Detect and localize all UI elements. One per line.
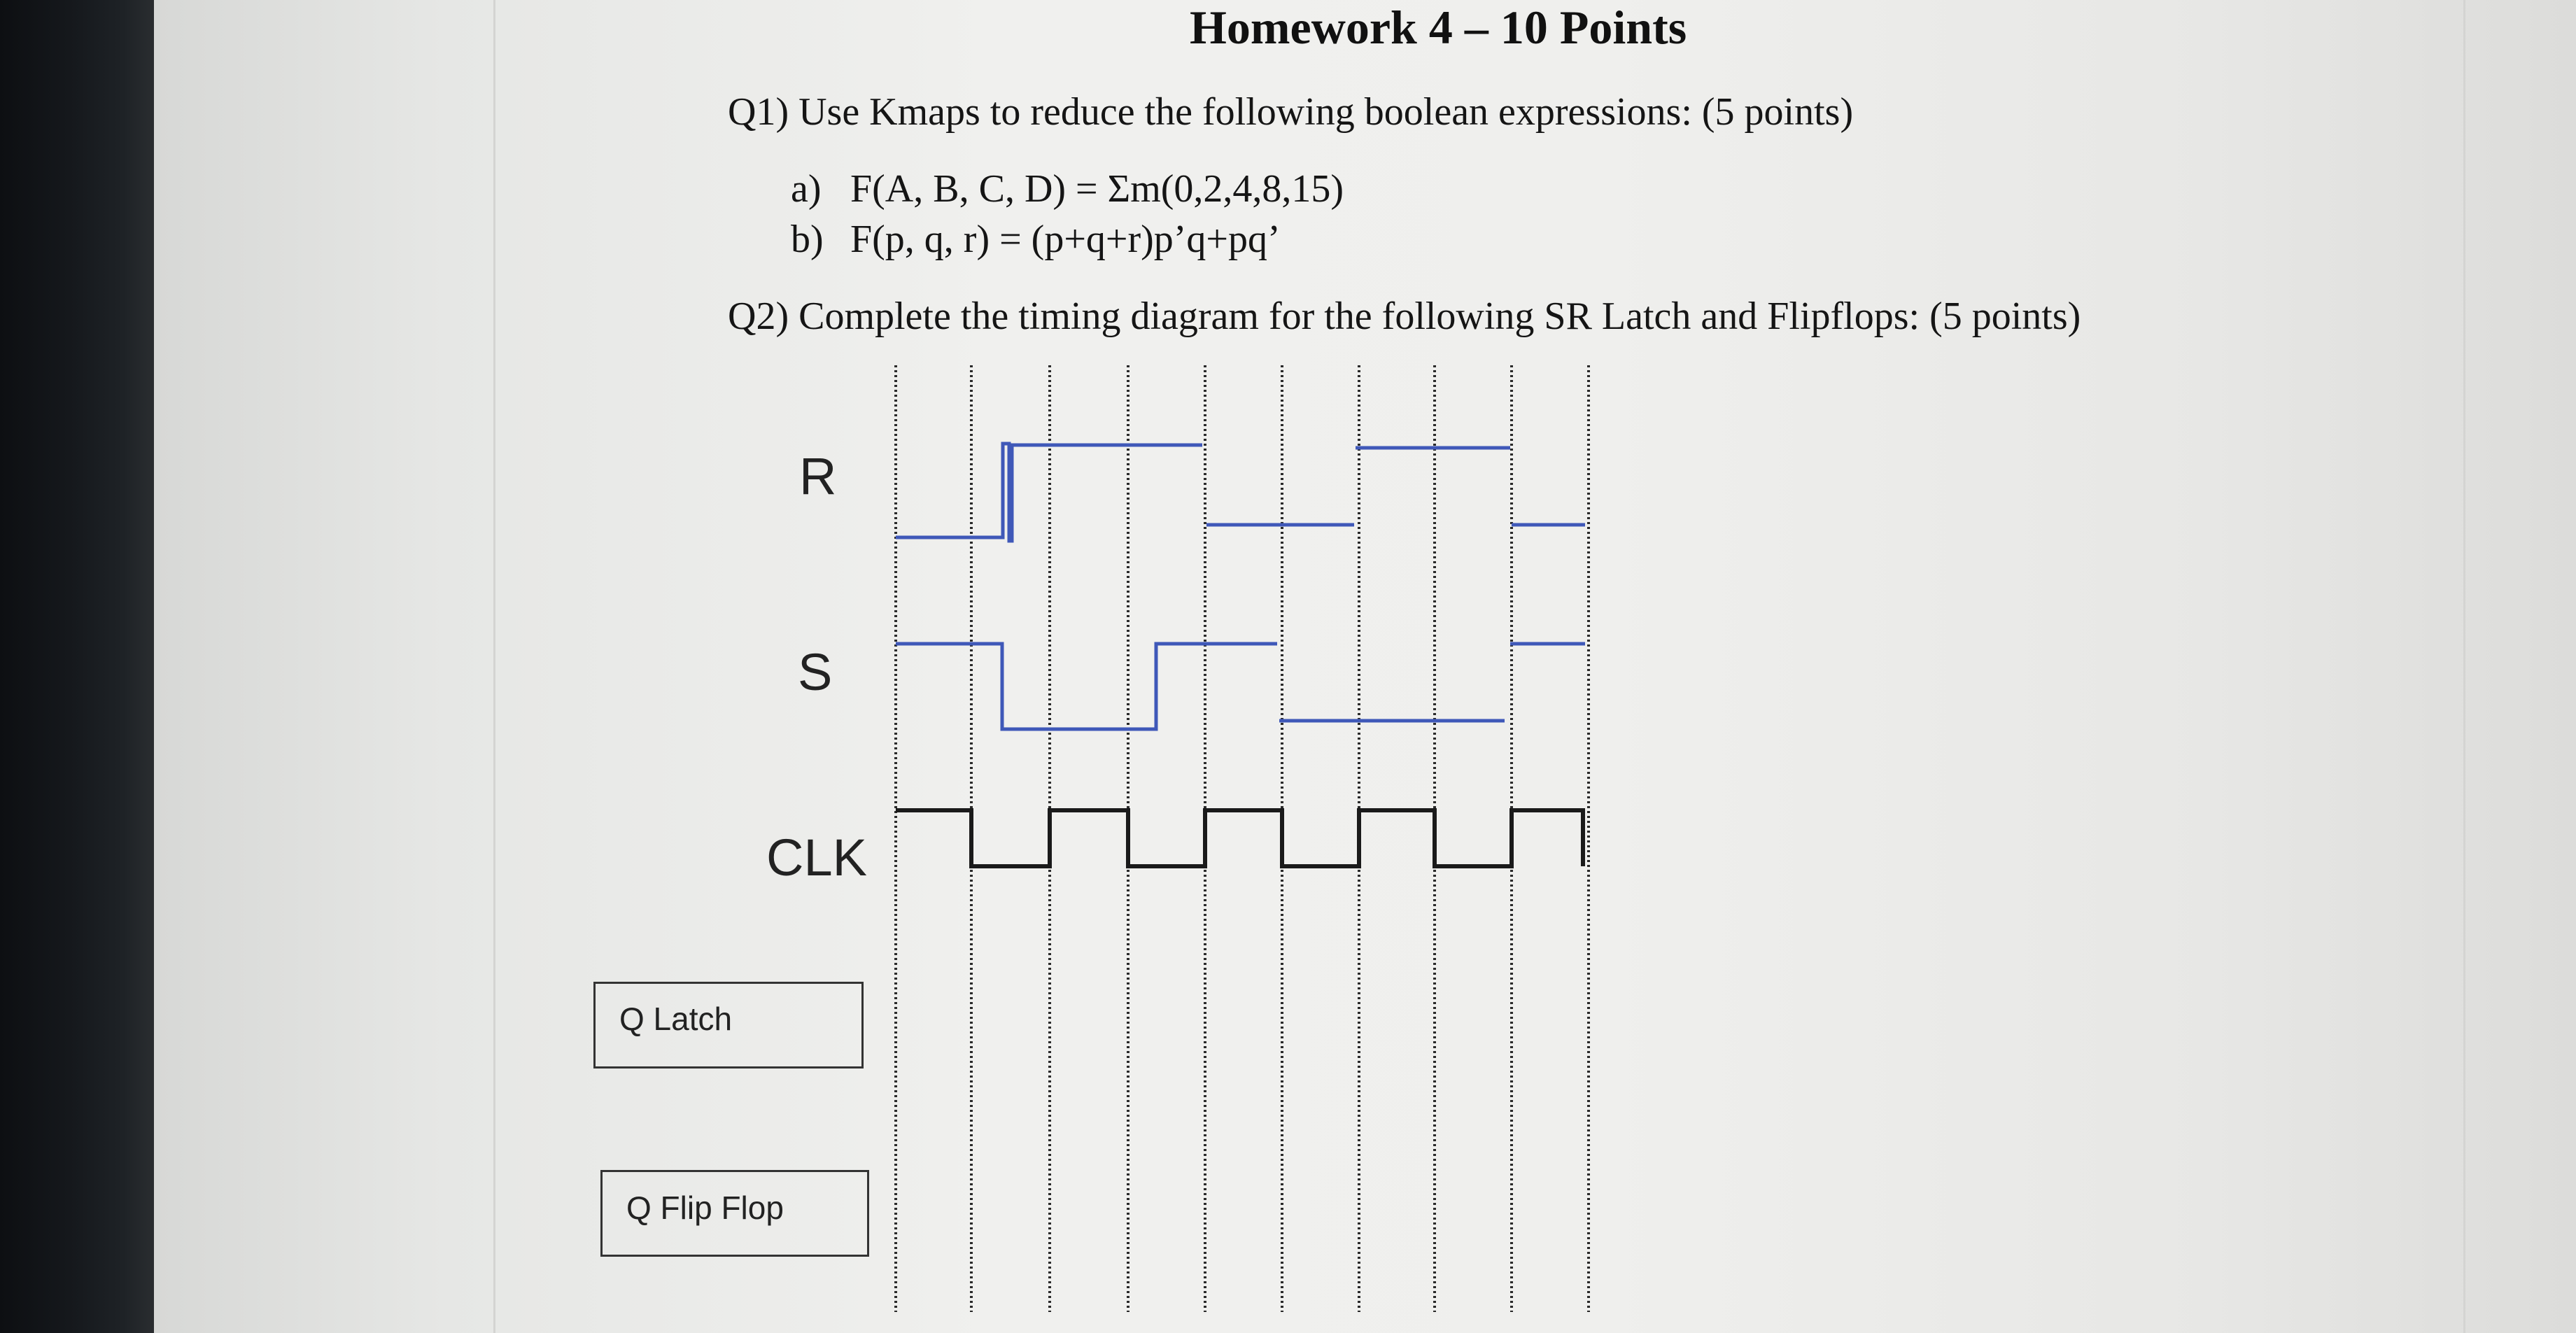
- r-wave-segment-0: [896, 444, 1202, 541]
- q-flipflop-label: Q Flip Flop: [626, 1190, 784, 1226]
- question-1a-expression: F(A, B, C, D) = Σm(0,2,4,8,15): [850, 167, 1344, 211]
- question-1b-expression: F(p, q, r) = (p+q+r)p’q+pq’: [850, 218, 1281, 261]
- page-title: Homework 4 – 10 Points: [1190, 1, 1687, 54]
- question-1a-label: a): [791, 167, 822, 211]
- signal-label-s: S: [798, 643, 833, 701]
- clk-wave: [896, 810, 1583, 866]
- s-wave-segment-0: [896, 644, 1277, 729]
- question-1-prompt: Q1) Use Kmaps to reduce the following boolean expressions: (5 points): [728, 90, 1854, 134]
- q-latch-label: Q Latch: [619, 1001, 733, 1037]
- question-1b-label: b): [791, 218, 824, 261]
- question-2-prompt: Q2) Complete the timing diagram for the following SR Latch and Flipflops: (5 points): [728, 295, 2081, 338]
- signal-label-clk: CLK: [766, 828, 867, 887]
- signal-label-r: R: [799, 447, 837, 505]
